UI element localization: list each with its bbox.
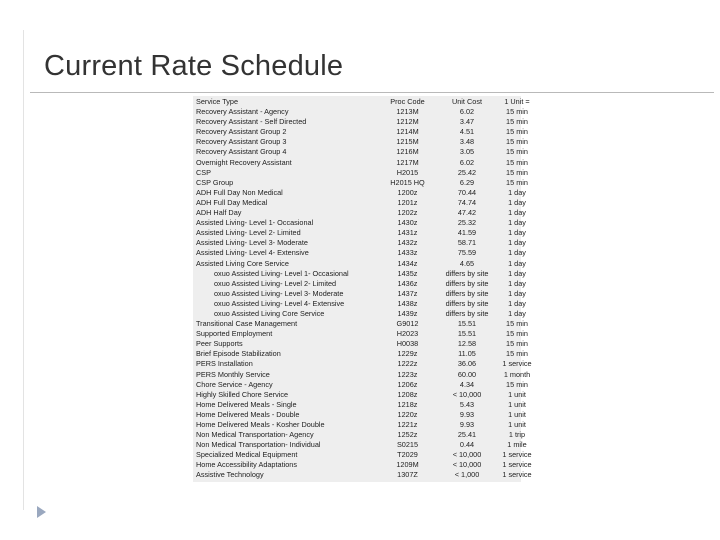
unit-cell: 15 min bbox=[506, 319, 528, 329]
unit-cell: 1 day bbox=[508, 258, 526, 268]
table-row bbox=[196, 309, 535, 319]
unit-cost-cell: 4.65 bbox=[459, 258, 475, 268]
proc-code-cell: 1229z bbox=[397, 349, 418, 359]
service-type-cell: Recovery Assistant Group 3 bbox=[196, 137, 287, 147]
table-row bbox=[196, 218, 535, 228]
unit-cell: 1 day bbox=[508, 197, 526, 207]
proc-code-cell: 1221z bbox=[397, 420, 418, 429]
service-type-cell: Highly Skilled Chore Service bbox=[196, 389, 289, 399]
proc-code-cell: 1430z bbox=[397, 218, 418, 228]
unit-cell: 1 unit bbox=[508, 389, 526, 399]
service-type-cell: Home Delivered Meals - Double bbox=[196, 409, 300, 419]
unit-cell: 1 day bbox=[508, 298, 526, 308]
unit-cell: 1 day bbox=[508, 308, 526, 318]
header-proc-code: Proc Code bbox=[390, 97, 425, 106]
unit-cell: 15 min bbox=[506, 147, 528, 157]
unit-cell: 1 month bbox=[503, 369, 531, 379]
proc-code-cell: 1222z bbox=[397, 359, 418, 369]
unit-cell: 1 service bbox=[502, 470, 532, 480]
unit-cell: 1 day bbox=[508, 278, 526, 288]
proc-code-cell: S0215 bbox=[396, 440, 419, 450]
table-row bbox=[196, 158, 535, 168]
table-body bbox=[196, 107, 535, 480]
table-row bbox=[196, 198, 535, 208]
table-row bbox=[196, 299, 535, 309]
unit-cost-cell: 15.51 bbox=[457, 319, 477, 329]
triangle-bullet-icon bbox=[37, 506, 46, 518]
table-row bbox=[196, 147, 535, 157]
unit-cell: 1 day bbox=[508, 248, 526, 258]
proc-code-cell: 1307Z bbox=[397, 470, 418, 480]
unit-cost-cell: 6.02 bbox=[459, 157, 475, 167]
proc-code-cell: 1215M bbox=[396, 137, 419, 147]
proc-code-cell: 1436z bbox=[397, 278, 418, 288]
unit-cost-cell: 3.47 bbox=[459, 117, 475, 127]
proc-code-cell: 1212M bbox=[396, 117, 419, 127]
service-type-cell: Specialized Medical Equipment bbox=[196, 450, 298, 460]
table-row bbox=[196, 238, 535, 248]
unit-cell: 1 unit bbox=[508, 409, 526, 419]
unit-cell: 1 day bbox=[508, 228, 526, 238]
proc-code-cell: H0038 bbox=[396, 339, 419, 349]
title-divider bbox=[30, 92, 714, 93]
rate-schedule-table bbox=[196, 97, 535, 481]
service-type-cell: Non Medical Transportation- Individual bbox=[196, 440, 321, 450]
service-type-cell: Overnight Recovery Assistant bbox=[196, 157, 292, 167]
unit-cell: 15 min bbox=[506, 177, 528, 187]
unit-cost-cell: differs by site bbox=[445, 298, 489, 308]
service-type-cell: PERS Monthly Service bbox=[196, 369, 270, 379]
service-type-cell: ADH Full Day Medical bbox=[196, 197, 268, 207]
service-type-cell: Recovery Assistant - Agency bbox=[196, 107, 289, 117]
unit-cost-cell: 3.05 bbox=[459, 147, 475, 157]
proc-code-cell: 1433z bbox=[397, 248, 418, 258]
unit-cell: 1 unit bbox=[508, 399, 526, 409]
unit-cell: 1 day bbox=[508, 208, 526, 218]
proc-code-cell: 1217M bbox=[396, 157, 419, 167]
proc-code-cell: 1437z bbox=[397, 288, 418, 298]
table-row bbox=[196, 117, 535, 127]
table-row bbox=[196, 329, 535, 339]
table-row bbox=[196, 470, 535, 480]
unit-cost-cell: differs by site bbox=[445, 268, 489, 278]
unit-cell: 15 min bbox=[506, 157, 528, 167]
unit-cell: 15 min bbox=[506, 117, 528, 127]
unit-cell: 15 min bbox=[506, 349, 528, 359]
service-type-cell: Home Delivered Meals - Kosher Double bbox=[196, 420, 325, 429]
unit-cost-cell: 74.74 bbox=[457, 197, 477, 207]
service-type-cell: Home Delivered Meals - Single bbox=[196, 399, 297, 409]
unit-cost-cell: 0.44 bbox=[459, 440, 475, 450]
left-accent-line bbox=[23, 30, 24, 510]
table-row bbox=[196, 440, 535, 450]
unit-cost-cell: 75.59 bbox=[457, 248, 477, 258]
unit-cost-cell: 4.51 bbox=[459, 127, 475, 137]
unit-cost-cell: 25.32 bbox=[457, 218, 477, 228]
table-row bbox=[196, 400, 535, 410]
proc-code-cell: 1213M bbox=[396, 107, 419, 117]
unit-cell: 1 trip bbox=[508, 430, 526, 440]
proc-code-cell: 1435z bbox=[397, 268, 418, 278]
unit-cell: 1 day bbox=[508, 288, 526, 298]
unit-cost-cell: 12.58 bbox=[457, 339, 477, 349]
service-type-cell: oxuo Assisted Living- Level 2- Limited bbox=[214, 278, 337, 288]
proc-code-cell: 1439z bbox=[397, 308, 418, 318]
proc-code-cell: 1252z bbox=[397, 430, 418, 440]
unit-cell: 15 min bbox=[506, 379, 528, 389]
unit-cost-cell: 15.51 bbox=[457, 329, 477, 339]
table-row bbox=[196, 359, 535, 369]
unit-cell: 1 service bbox=[502, 359, 532, 369]
unit-cost-cell: 70.44 bbox=[457, 187, 477, 197]
service-type-cell: PERS Installation bbox=[196, 359, 253, 369]
unit-cell: 1 day bbox=[508, 218, 526, 228]
service-type-cell: oxuo Assisted Living- Level 1- Occasional bbox=[214, 268, 349, 278]
unit-cell: 15 min bbox=[506, 329, 528, 339]
unit-cost-cell: 58.71 bbox=[457, 238, 477, 248]
proc-code-cell: 1434z bbox=[397, 258, 418, 268]
table-row bbox=[196, 178, 535, 188]
table-row bbox=[196, 137, 535, 147]
table-row bbox=[196, 420, 535, 430]
service-type-cell: Assisted Living- Level 3- Moderate bbox=[196, 238, 308, 248]
proc-code-cell: 1206z bbox=[397, 379, 418, 389]
unit-cost-cell: 6.29 bbox=[459, 177, 475, 187]
proc-code-cell: 1201z bbox=[397, 197, 418, 207]
unit-cost-cell: < 10,000 bbox=[452, 460, 482, 470]
table-row bbox=[196, 450, 535, 460]
service-type-cell: Assisted Living- Level 2- Limited bbox=[196, 228, 301, 238]
unit-cost-cell: 5.43 bbox=[459, 399, 475, 409]
service-type-cell: oxuo Assisted Living- Level 3- Moderate bbox=[214, 288, 344, 298]
proc-code-cell: 1208z bbox=[397, 389, 418, 399]
unit-cost-cell: 9.93 bbox=[459, 409, 475, 419]
unit-cost-cell: < 10,000 bbox=[452, 389, 482, 399]
unit-cost-cell: differs by site bbox=[445, 288, 489, 298]
proc-code-cell: 1216M bbox=[396, 147, 419, 157]
service-type-cell: Home Accessibility Adaptations bbox=[196, 460, 297, 470]
proc-code-cell: 1432z bbox=[397, 238, 418, 248]
unit-cell: 15 min bbox=[506, 127, 528, 137]
unit-cell: 15 min bbox=[506, 137, 528, 147]
unit-cell: 1 day bbox=[508, 187, 526, 197]
unit-cell: 15 min bbox=[506, 107, 528, 117]
proc-code-cell: G9012 bbox=[396, 319, 419, 329]
service-type-cell: Non Medical Transportation- Agency bbox=[196, 430, 314, 440]
proc-code-cell: 1223z bbox=[397, 369, 418, 379]
unit-cost-cell: 36.06 bbox=[457, 359, 477, 369]
table-row bbox=[196, 259, 535, 269]
table-row bbox=[196, 410, 535, 420]
service-type-cell: Recovery Assistant - Self Directed bbox=[196, 117, 307, 127]
unit-cell: 1 day bbox=[508, 268, 526, 278]
proc-code-cell: H2015 HQ bbox=[390, 177, 425, 187]
service-type-cell: CSP Group bbox=[196, 177, 234, 187]
service-type-cell: Transitional Case Management bbox=[196, 319, 298, 329]
table-row bbox=[196, 168, 535, 178]
proc-code-cell: 1200z bbox=[397, 187, 418, 197]
table-row bbox=[196, 188, 535, 198]
header-service-type: Service Type bbox=[196, 97, 239, 106]
unit-cost-cell: < 10,000 bbox=[452, 450, 482, 460]
table-row bbox=[196, 248, 535, 258]
table-row bbox=[196, 269, 535, 279]
unit-cost-cell: 25.42 bbox=[457, 167, 477, 177]
unit-cost-cell: 6.02 bbox=[459, 107, 475, 117]
unit-cost-cell: 4.34 bbox=[459, 379, 475, 389]
unit-cost-cell: 25.41 bbox=[457, 430, 477, 440]
unit-cost-cell: 3.48 bbox=[459, 137, 475, 147]
table-row bbox=[196, 107, 535, 117]
proc-code-cell: 1209M bbox=[396, 460, 419, 470]
table-row bbox=[196, 370, 535, 380]
service-type-cell: Supported Employment bbox=[196, 329, 273, 339]
unit-cost-cell: 9.93 bbox=[459, 420, 475, 429]
table-row bbox=[196, 380, 535, 390]
proc-code-cell: 1214M bbox=[396, 127, 419, 137]
unit-cost-cell: differs by site bbox=[445, 278, 489, 288]
table-row bbox=[196, 339, 535, 349]
service-type-cell: Recovery Assistant Group 4 bbox=[196, 147, 287, 157]
table-row bbox=[196, 228, 535, 238]
unit-cell: 15 min bbox=[506, 339, 528, 349]
slide-title: Current Rate Schedule bbox=[44, 50, 344, 82]
unit-cell: 1 unit bbox=[508, 420, 526, 429]
unit-cost-cell: < 1,000 bbox=[454, 470, 480, 480]
service-type-cell: CSP bbox=[196, 167, 212, 177]
proc-code-cell: 1202z bbox=[397, 208, 418, 218]
proc-code-cell: 1438z bbox=[397, 298, 418, 308]
table-row bbox=[196, 349, 535, 359]
unit-cost-cell: 47.42 bbox=[457, 208, 477, 218]
service-type-cell: ADH Half Day bbox=[196, 208, 242, 218]
proc-code-cell: H2023 bbox=[396, 329, 419, 339]
service-type-cell: Assistive Technology bbox=[196, 470, 264, 480]
unit-cell: 1 service bbox=[502, 460, 532, 470]
table-row bbox=[196, 279, 535, 289]
service-type-cell: Chore Service - Agency bbox=[196, 379, 273, 389]
unit-cost-cell: 41.59 bbox=[457, 228, 477, 238]
table-row bbox=[196, 430, 535, 440]
service-type-cell: Assisted Living- Level 1- Occasional bbox=[196, 218, 314, 228]
service-type-cell: Recovery Assistant Group 2 bbox=[196, 127, 287, 137]
table-row bbox=[196, 127, 535, 137]
service-type-cell: Brief Episode Stabilization bbox=[196, 349, 281, 359]
service-type-cell: oxuo Assisted Living- Level 4- Extensive bbox=[214, 298, 345, 308]
proc-code-cell: T2029 bbox=[397, 450, 418, 460]
proc-code-cell: 1218z bbox=[397, 399, 418, 409]
service-type-cell: ADH Full Day Non Medical bbox=[196, 187, 283, 197]
table-row bbox=[196, 289, 535, 299]
service-type-cell: Assisted Living- Level 4- Extensive bbox=[196, 248, 309, 258]
service-type-cell: Peer Supports bbox=[196, 339, 243, 349]
table-row bbox=[196, 319, 535, 329]
table-row bbox=[196, 390, 535, 400]
table-row bbox=[196, 460, 535, 470]
unit-cell: 15 min bbox=[506, 167, 528, 177]
unit-cost-cell: differs by site bbox=[445, 308, 489, 318]
proc-code-cell: H2015 bbox=[396, 167, 419, 177]
unit-cost-cell: 11.05 bbox=[458, 349, 476, 359]
table-row bbox=[196, 208, 535, 218]
proc-code-cell: 1431z bbox=[397, 228, 418, 238]
unit-cell: 1 mile bbox=[507, 440, 527, 450]
unit-cost-cell: 60.00 bbox=[457, 369, 477, 379]
table-header-row bbox=[196, 97, 535, 107]
unit-cell: 1 service bbox=[502, 450, 532, 460]
proc-code-cell: 1220z bbox=[397, 409, 418, 419]
unit-cell: 1 day bbox=[508, 238, 526, 248]
service-type-cell: Assisted Living Core Service bbox=[196, 258, 289, 268]
header-unit: 1 Unit = bbox=[504, 97, 530, 106]
service-type-cell: oxuo Assisted Living Core Service bbox=[214, 308, 325, 318]
header-unit-cost: Unit Cost bbox=[451, 97, 482, 106]
